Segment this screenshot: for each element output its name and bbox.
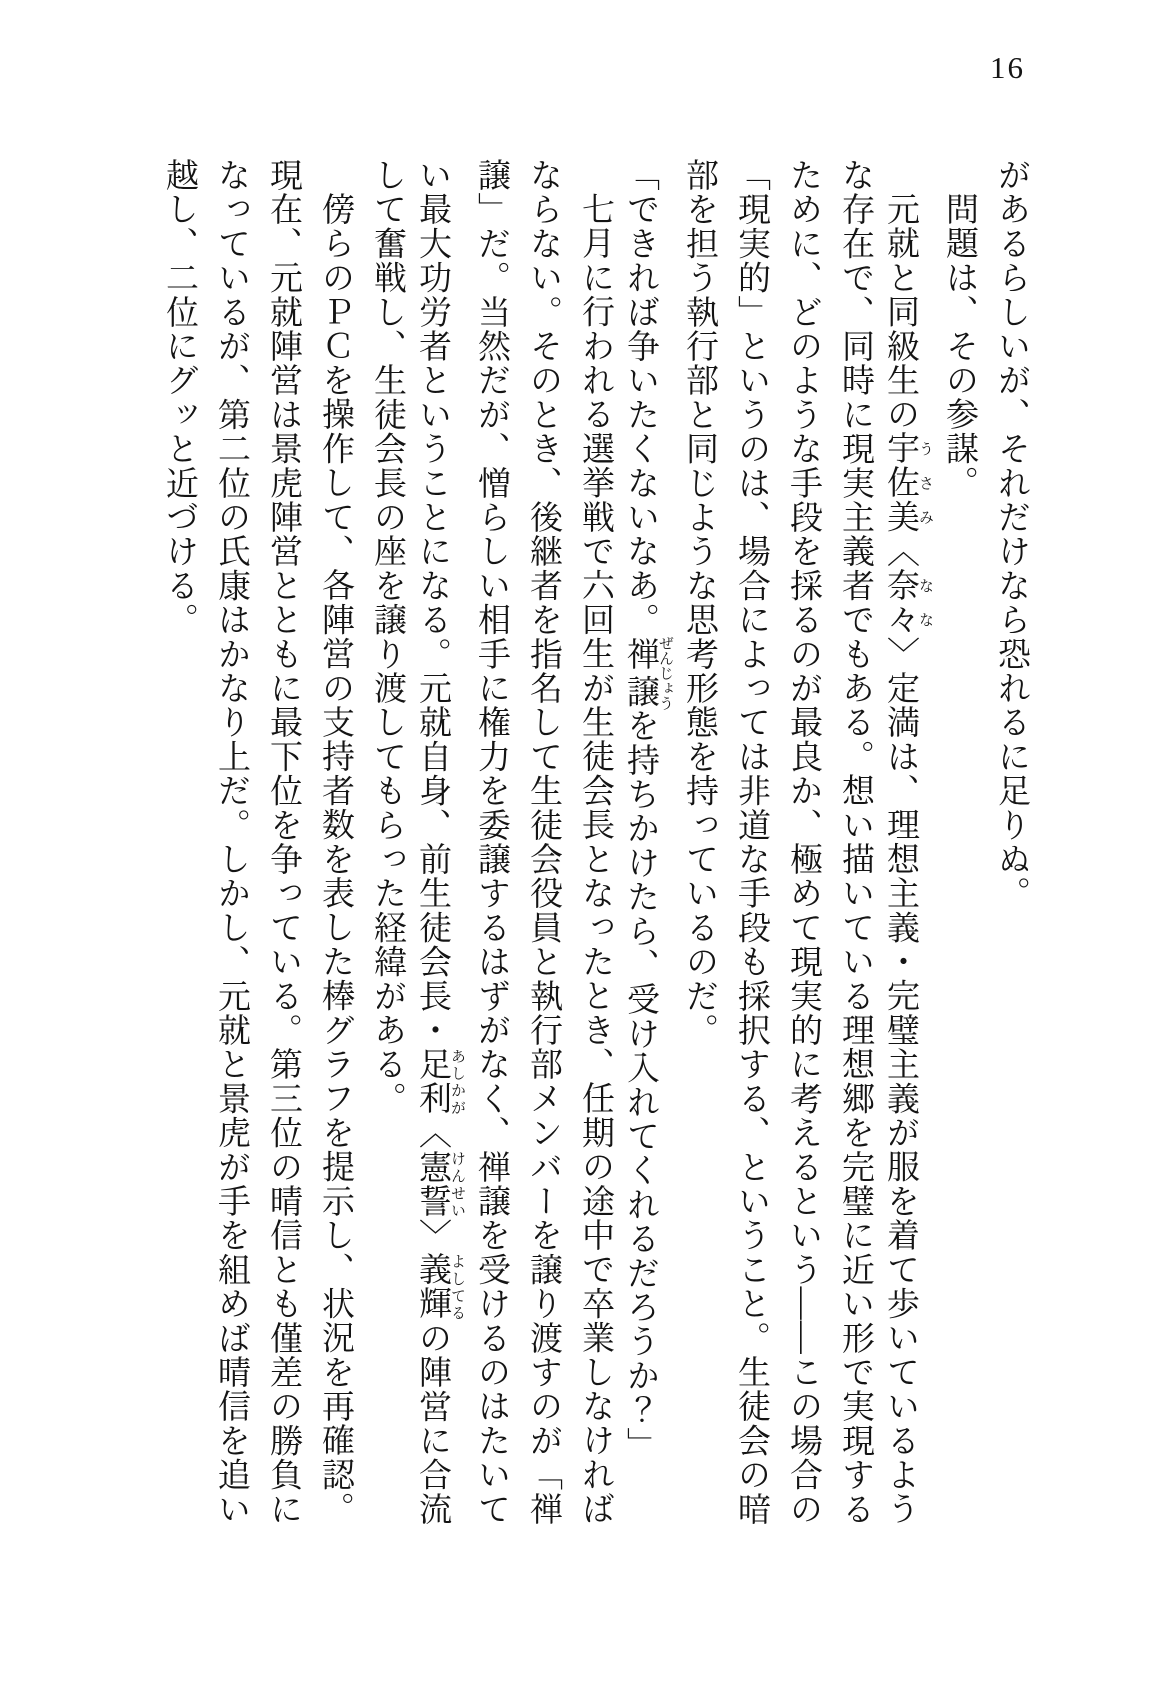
text-column: 部を担う執行部と同じような思考形態を持っているのだ。 bbox=[681, 158, 717, 1048]
furigana: けんせい bbox=[449, 1149, 465, 1219]
ruby-annotated-word: 足利 あしかが bbox=[414, 1047, 465, 1116]
furigana: あしかが bbox=[449, 1047, 465, 1116]
furigana: うさみ bbox=[917, 431, 933, 534]
page-number: 16 bbox=[990, 50, 1025, 85]
furigana: ぜんじょう bbox=[657, 635, 673, 711]
vertical-text-block bbox=[153, 158, 1037, 1530]
text-column: 譲」だ。当然だが、憎らしい相手に権力を委譲するはずがなく、禅譲を受けるのはたいて bbox=[473, 158, 509, 1526]
ruby-annotated-word: 奈々 なな bbox=[882, 568, 933, 637]
text-column: して奮戦し、生徒会長の座を譲り渡してもらった経緯がある。 bbox=[369, 158, 405, 1116]
text-column: 問題は、その参謀。 bbox=[941, 192, 977, 500]
ruby-annotated-word: 義輝 よしてる bbox=[414, 1252, 465, 1321]
ruby-annotated-word: 宇佐美 うさみ bbox=[882, 431, 933, 535]
ruby-annotated-word: 憲誓 けんせい bbox=[414, 1149, 465, 1219]
text-column: 元就と同級生の宇佐美 うさみ〈奈々 なな〉定満は、理想主義・完璧主義が服を着て歩いているよう bbox=[882, 192, 933, 1526]
text-column: な存在で、同時に現実主義者でもある。想い描いている理想郷を完璧に近い形で実現する bbox=[837, 158, 873, 1526]
text-column: 傍らのＰＣを操作して、各陣営の支持者数を表した棒グラフを提示し、状況を再確認。 bbox=[317, 192, 353, 1526]
furigana: なな bbox=[917, 568, 933, 637]
text-column: ために、どのような手段を採るのが最良か、極めて現実的に考えるという――この場合の bbox=[785, 158, 821, 1526]
text-column: 「現実的」というのは、場合によっては非道な手段も採択する、ということ。生徒会の暗 bbox=[733, 158, 769, 1526]
text-column: 越し、二位にグッと近づける。 bbox=[161, 158, 197, 637]
text-column: があるらしいが、それだけなら恐れるに足りぬ。 bbox=[993, 158, 1029, 911]
furigana: よしてる bbox=[449, 1252, 465, 1321]
text-column: ならない。そのとき、後継者を指名して生徒会役員と執行部メンバーを譲り渡すのが「禅 bbox=[525, 158, 561, 1526]
text-column: なっているが、第二位の氏康はかなり上だ。しかし、元就と景虎が手を組めば晴信を追い bbox=[213, 158, 249, 1526]
text-column: 七月に行われる選挙戦で六回生が生徒会長となったとき、任期の途中で卒業しなければ bbox=[577, 192, 613, 1526]
ruby-annotated-word: 禅譲 ぜんじょう bbox=[622, 635, 673, 711]
text-column: 「できれば争いたくないなあ。禅譲 ぜんじょうを持ちかけたら、受け入れてくれるだろうか？」 bbox=[622, 158, 673, 1461]
text-column: い最大功労者ということになる。元就自身、前生徒会長・足利 あしかが〈憲誓 けんせい〉義輝 よしてるの陣営に合流 bbox=[414, 158, 465, 1527]
text-column: 現在、元就陣営は景虎陣営とともに最下位を争っている。第三位の晴信とも僅差の勝負に bbox=[265, 158, 301, 1526]
